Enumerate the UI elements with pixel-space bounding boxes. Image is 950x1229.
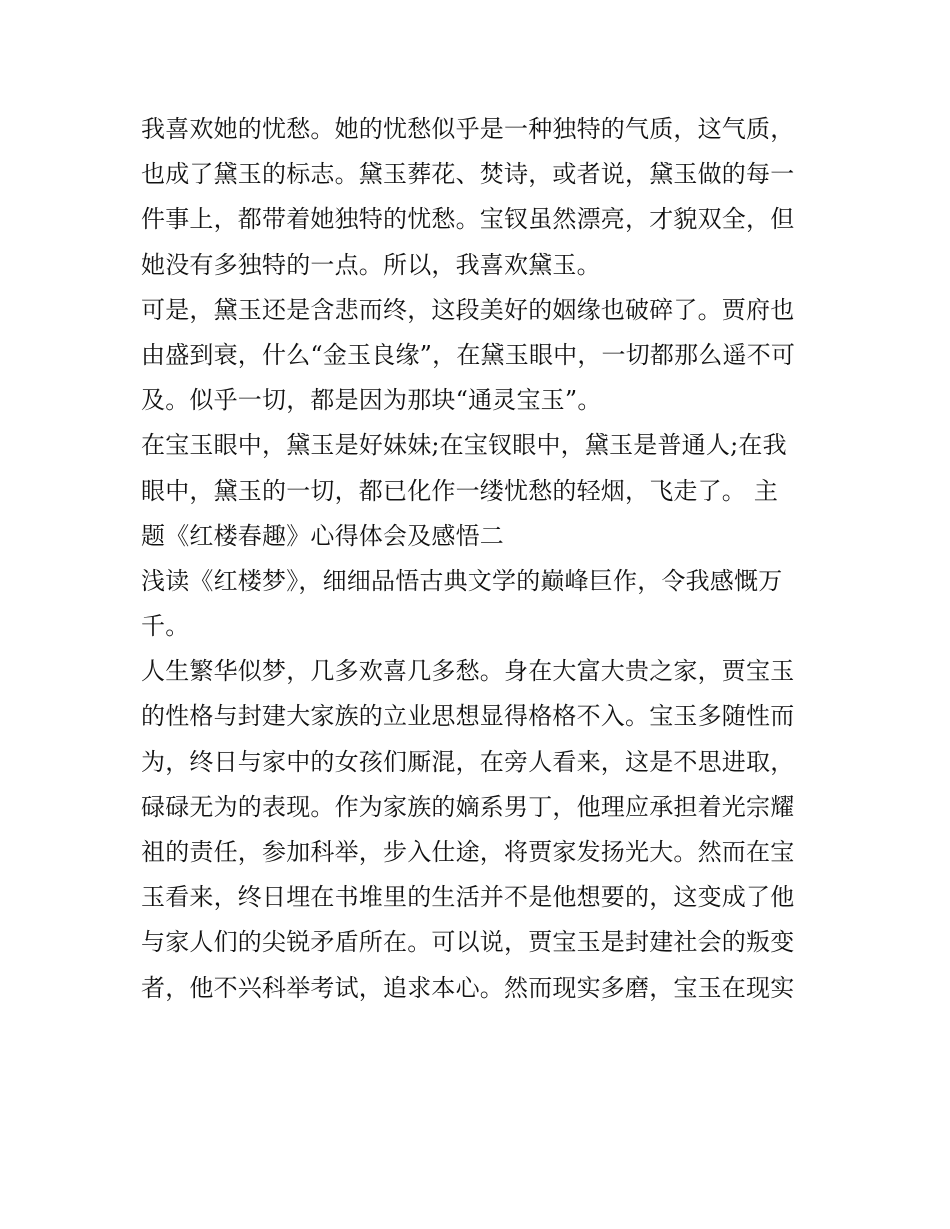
text-line: 为，终日与家中的女孩们厮混，在旁人看来，这是不思进取， xyxy=(141,747,795,776)
text-line: 眼中，黛玉的一切，都已化作一缕忧愁的轻烟，飞走了。 主 xyxy=(141,476,779,505)
text-line: 玉看来，终日埋在书堆里的生活并不是他想要的，这变成了他 xyxy=(141,883,795,912)
text-line: 她没有多独特的一点。所以，我喜欢黛玉。 xyxy=(141,250,601,279)
text-line: 我喜欢她的忧愁。她的忧愁似乎是一种独特的气质，这气质， xyxy=(141,115,795,143)
text-line: 及。似乎一切，都是因为那块“通灵宝玉”。 xyxy=(141,386,602,415)
text-line: 在宝玉眼中，黛玉是好妹妹;在宝钗眼中，黛玉是普通人;在我 xyxy=(141,431,787,460)
text-line: 者，他不兴科举考试，追求本心。然而现实多磨，宝玉在现实 xyxy=(141,973,795,1002)
text-line: 件事上，都带着她独特的忧愁。宝钗虽然漂亮，才貌双全，但 xyxy=(141,205,795,234)
section-title-line: 题《红楼春趣》心得体会及感悟二 xyxy=(141,521,504,550)
text-line: 人生繁华似梦，几多欢喜几多愁。身在大富大贵之家，贾宝玉 xyxy=(141,657,795,686)
essay-body xyxy=(141,107,816,1011)
text-line: 祖的责任，参加科举，步入仕途，将贾家发扬光大。然而在宝 xyxy=(141,838,795,866)
text-line: 由盛到衰，什么“金玉良缘”，在黛玉眼中，一切都那么遥不可 xyxy=(141,340,796,369)
text-line: 千。 xyxy=(141,612,190,641)
text-line: 的性格与封建大家族的立业思想显得格格不入。宝玉多随性而 xyxy=(141,702,795,731)
text-line: 可是，黛玉还是含悲而终，这段美好的姻缘也破碎了。贾府也 xyxy=(141,295,795,324)
text-line: 也成了黛玉的标志。黛玉葬花、焚诗，或者说，黛玉做的每一 xyxy=(141,160,795,189)
text-line: 与家人们的尖锐矛盾所在。可以说，贾宝玉是封建社会的叛变 xyxy=(141,928,795,957)
text-line: 浅读《红楼梦》，细细品悟古典文学的巅峰巨作，令我感慨万 xyxy=(141,566,783,595)
text-line: 碌碌无为的表现。作为家族的嫡系男丁，他理应承担着光宗耀 xyxy=(141,792,795,821)
